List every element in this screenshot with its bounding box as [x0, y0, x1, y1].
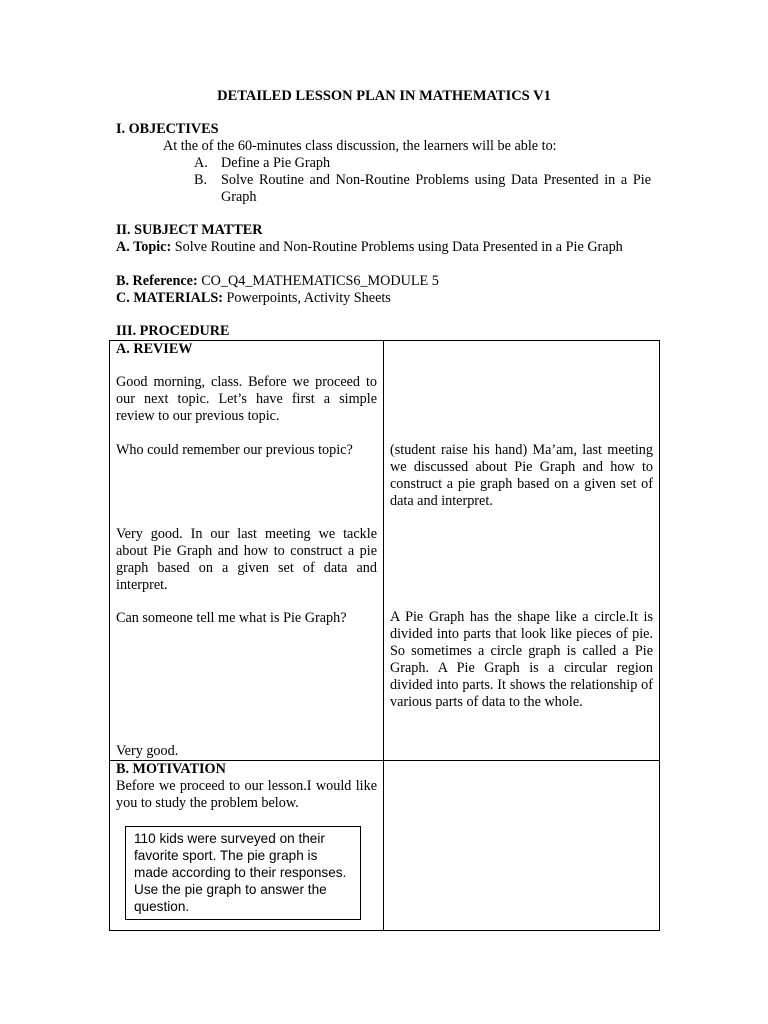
objectives-intro: At the of the 60-minutes class discussion, the learners will be able to:	[163, 138, 557, 154]
materials-value: Powerpoints, Activity Sheets	[226, 290, 391, 306]
review-teacher-line: Very good.	[116, 743, 179, 759]
reference-label: B. Reference:	[116, 273, 198, 289]
procedure-heading: III. PROCEDURE	[116, 323, 230, 339]
problem-text: 110 kids were surveyed on their favorite sport. The pie graph is made according to their responses. Use the pie graph to answer the question.	[134, 831, 347, 914]
objective-letter: A.	[194, 155, 208, 171]
materials-label: C. MATERIALS:	[116, 290, 223, 306]
review-heading: A. REVIEW	[116, 341, 193, 357]
objective-text: Define a Pie Graph	[221, 155, 331, 171]
objective-item	[194, 155, 651, 172]
review-row	[110, 341, 660, 761]
review-student-line: A Pie Graph has the shape like a circle.It is divided into parts that look like pieces of pie. So sometimes a circle graph is called a Pie Graph. A Pie Graph is a circular region divided into parts. It shows the relationship of various parts of data to the whole.	[390, 609, 653, 710]
review-teacher-cell	[110, 341, 384, 761]
motivation-teacher-line: Before we proceed to our lesson.I would like you to study the problem below.	[116, 778, 377, 811]
materials-line	[116, 290, 651, 307]
review-student-line: (student raise his hand) Ma’am, last meeting we discussed about Pie Graph and how to construct a pie graph based on a given set of data and interpret.	[390, 442, 653, 509]
problem-box	[125, 826, 361, 920]
review-teacher-line: Can someone tell me what is Pie Graph?	[116, 610, 347, 626]
motivation-student-cell	[384, 761, 660, 931]
review-student-cell	[384, 341, 660, 761]
review-teacher-line: Good morning, class. Before we proceed to our next topic. Let’s have first a simple review to our previous topic.	[116, 374, 377, 424]
motivation-teacher-cell	[110, 761, 384, 931]
subject-matter-heading: II. SUBJECT MATTER	[116, 222, 263, 238]
objective-item	[194, 172, 651, 206]
motivation-heading: B. MOTIVATION	[116, 761, 226, 777]
topic-value: Solve Routine and Non-Routine Problems using Data Presented in a Pie Graph	[174, 239, 623, 255]
topic-label: A. Topic:	[116, 239, 172, 255]
document-title: DETAILED LESSON PLAN IN MATHEMATICS V1	[217, 88, 551, 104]
review-teacher-line: Who could remember our previous topic?	[116, 442, 353, 458]
motivation-row	[110, 761, 660, 931]
reference-value: CO_Q4_MATHEMATICS6_MODULE 5	[201, 273, 439, 289]
topic-line	[116, 239, 651, 256]
objective-text: Solve Routine and Non-Routine Problems using Data Presented in a Pie Graph	[221, 172, 651, 205]
procedure-table	[109, 340, 660, 931]
objective-letter: B.	[194, 172, 208, 188]
reference-line	[116, 273, 651, 290]
review-teacher-line: Very good. In our last meeting we tackle about Pie Graph and how to construct a pie graph based on a given set of data and interpret.	[116, 526, 377, 593]
objectives-heading: I. OBJECTIVES	[116, 121, 219, 137]
